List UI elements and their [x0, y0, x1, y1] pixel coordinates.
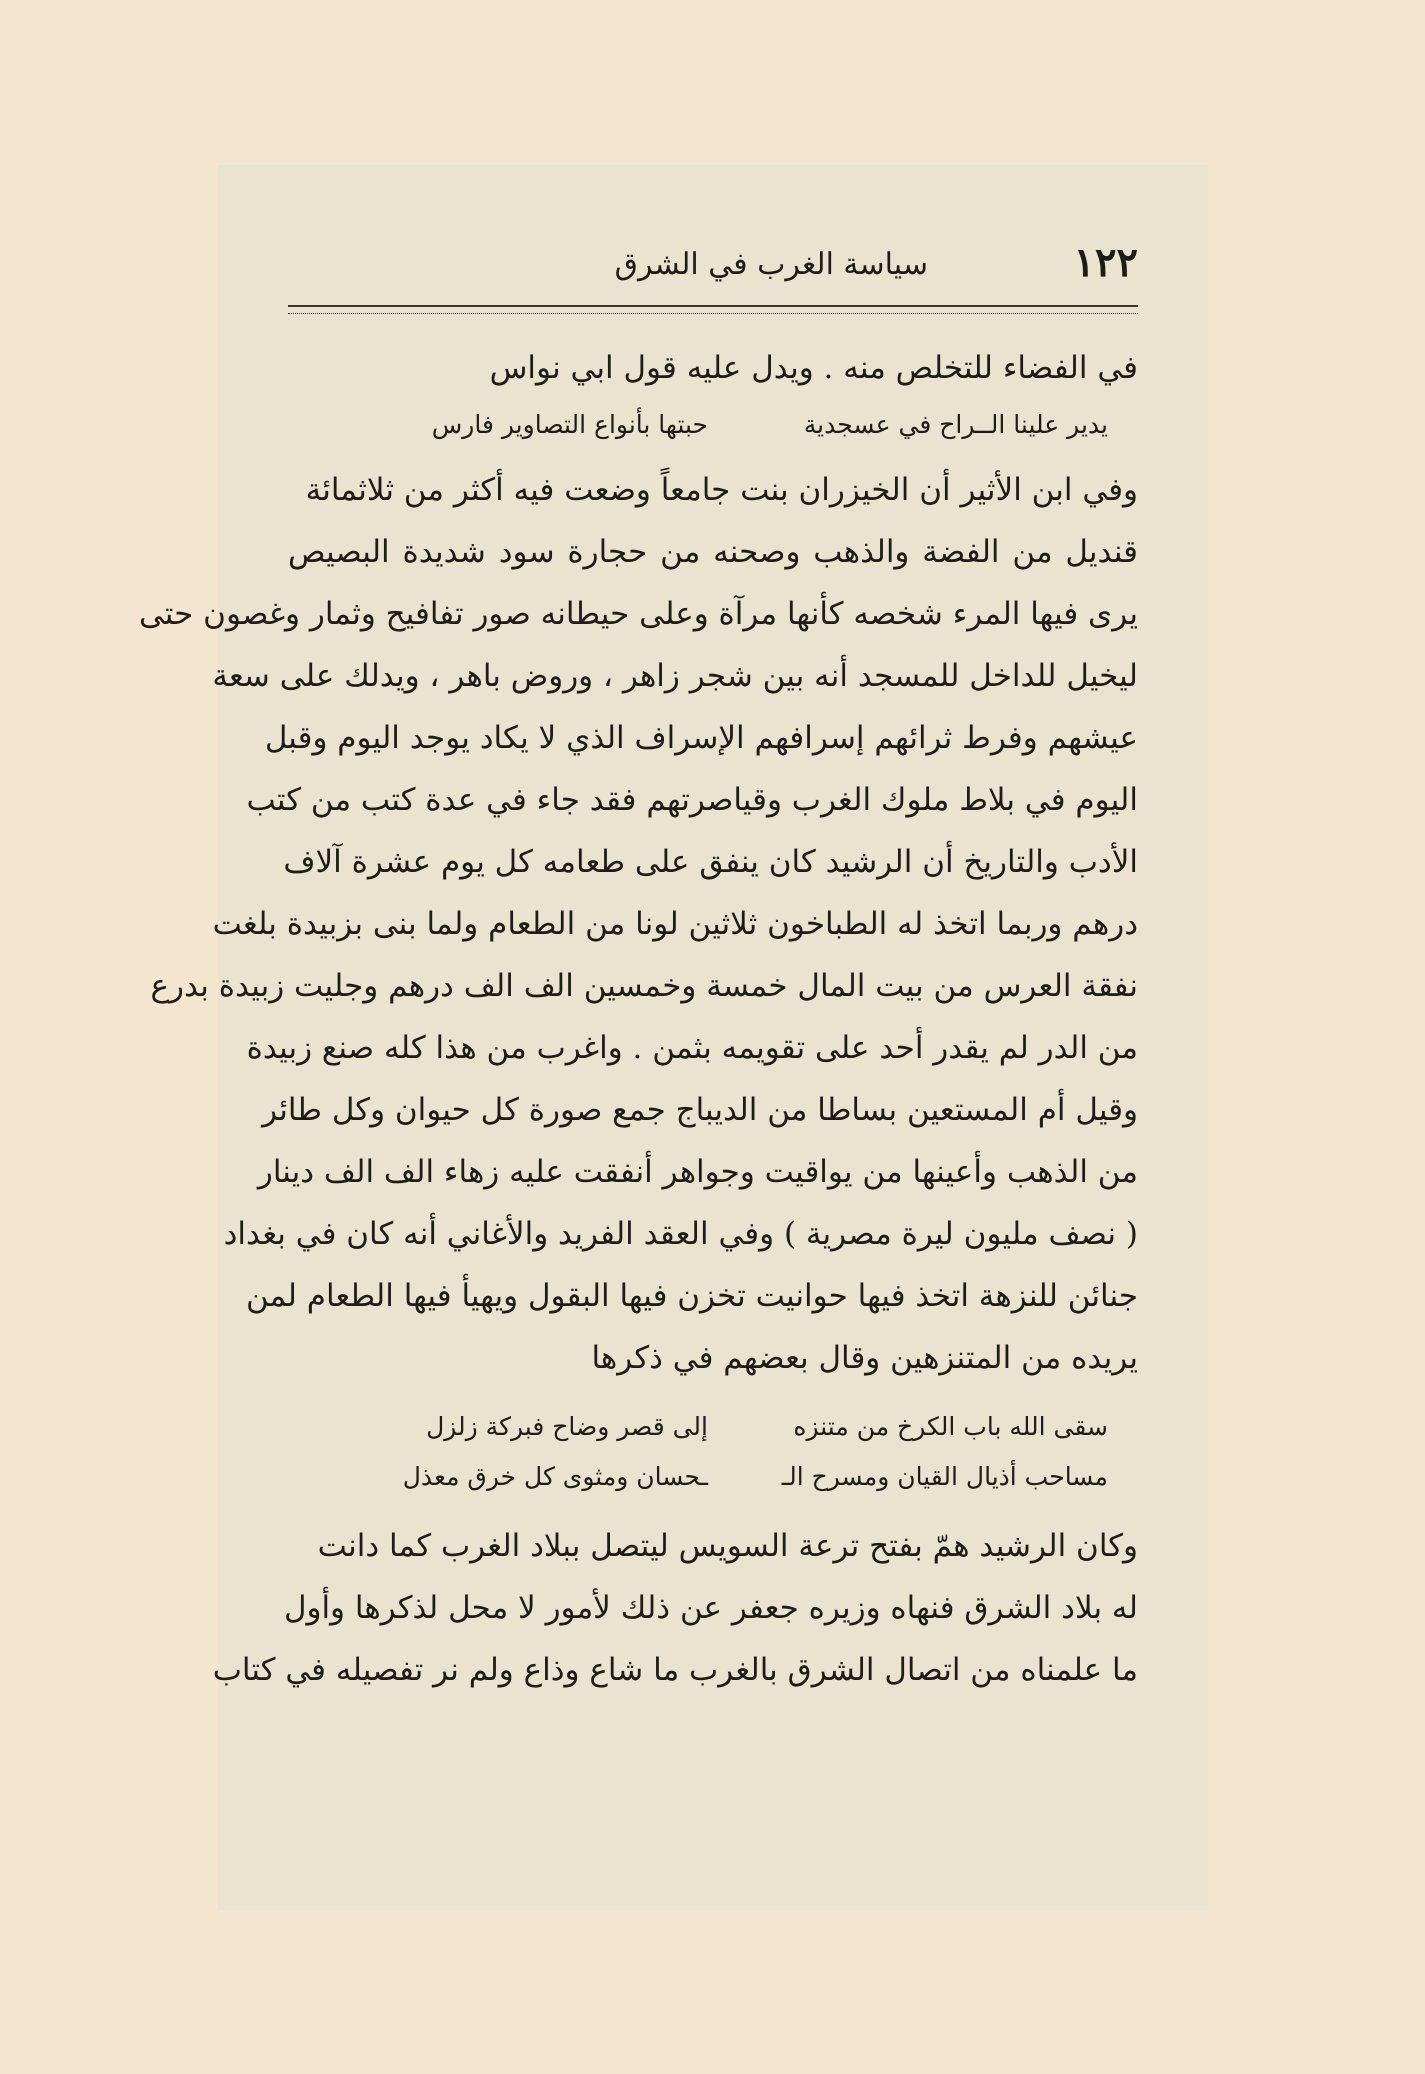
paragraph-line: الأدب والتاريخ أن الرشيد كان ينفق على طعامه كل يوم عشرة آلاف — [283, 844, 1138, 880]
paragraph-line: نفقة العرس من بيت المال خمسة وخمسين الف الف درهم وجليت زبيدة بدرع — [150, 968, 1138, 1004]
page-header — [288, 237, 1138, 289]
paragraph-line: اليوم في بلاط ملوك الغرب وقياصرتهم فقد جاء في عدة كتب من كتب — [246, 782, 1138, 818]
verse-first-hemistich: سقى الله باب الكرخ من متنزه — [793, 1412, 1108, 1441]
paragraph-line: جنائن للنزهة اتخذ فيها حوانيت تخزن فيها البقول ويهيأ فيها الطعام لمن — [245, 1278, 1138, 1314]
verse-line — [288, 403, 1138, 447]
running-title: سياسة الغرب في الشرق — [614, 247, 928, 282]
verse-line — [288, 1455, 1138, 1499]
verse-second-hemistich: حبتها بأنواع التصاوير فارس — [431, 410, 708, 439]
paragraph-line: وكان الرشيد همّ بفتح ترعة السويس ليتصل ببلاد الغرب كما دانت — [317, 1528, 1138, 1564]
verse-first-hemistich: مساحب أذيال القيان ومسرح الـ — [781, 1462, 1108, 1491]
paragraph-line: عيشهم وفرط ثرائهم إسرافهم الإسراف الذي لا يكاد يوجد اليوم وقبل — [264, 720, 1138, 756]
paragraph-line: له بلاد الشرق فنهاه وزيره جعفر عن ذلك لأمور لا محل لذكرها وأول — [283, 1590, 1138, 1626]
page-number: ١٢٢ — [1073, 239, 1138, 286]
paragraph-line: قنديل من الفضة والذهب وصحنه من حجارة سود شديدة البصيص — [288, 534, 1138, 570]
header-rule — [288, 305, 1138, 314]
paragraph-line: من الذهب وأعينها من يواقيت وجواهر أنفقت عليه زهاء الف الف دينار — [257, 1154, 1138, 1190]
paragraph-line: ما علمناه من اتصال الشرق بالغرب ما شاع وذاع ولم نر تفصيله في كتاب — [212, 1652, 1138, 1688]
paragraph-line: يريده من المتنزهين وقال بعضهم في ذكرها — [591, 1340, 1138, 1376]
paragraph-line: من الدر لم يقدر أحد على تقويمه بثمن . واغرب من هذا كله صنع زبيدة — [246, 1030, 1138, 1066]
verse-second-hemistich: ـحسان ومثوى كل خرق معذل — [402, 1462, 708, 1491]
paragraph-line: وقيل أم المستعين بساطا من الديباج جمع صورة كل حيوان وكل طائر — [262, 1092, 1138, 1128]
paragraph-line: يرى فيها المرء شخصه كأنها مرآة وعلى حيطانه صور تفافيح وثمار وغصون حتى — [138, 596, 1138, 632]
paragraph-line: ليخيل للداخل للمسجد أنه بين شجر زاهر ، وروض باهر ، ويدلك على سعة — [212, 658, 1138, 694]
paragraph-line: ( نصف مليون ليرة مصرية ) وفي العقد الفريد والأغاني أنه كان في بغداد — [223, 1216, 1138, 1252]
verse-line — [288, 1405, 1138, 1449]
opening-line: في الفضاء للتخلص منه . ويدل عليه قول ابي نواس — [489, 350, 1138, 386]
verse-second-hemistich: إلى قصر وضاح فبركة زلزل — [426, 1412, 708, 1441]
verse-first-hemistich: يدير علينا الــراح في عسجدية — [803, 410, 1108, 439]
paragraph-line: وفي ابن الأثير أن الخيزران بنت جامعاً وضعت فيه أكثر من ثلاثمائة — [305, 472, 1138, 508]
paragraph-line: درهم وربما اتخذ له الطباخون ثلاثين لونا من الطعام ولما بنى بزبيدة بلغت — [212, 906, 1138, 942]
book-page — [138, 165, 1208, 1910]
